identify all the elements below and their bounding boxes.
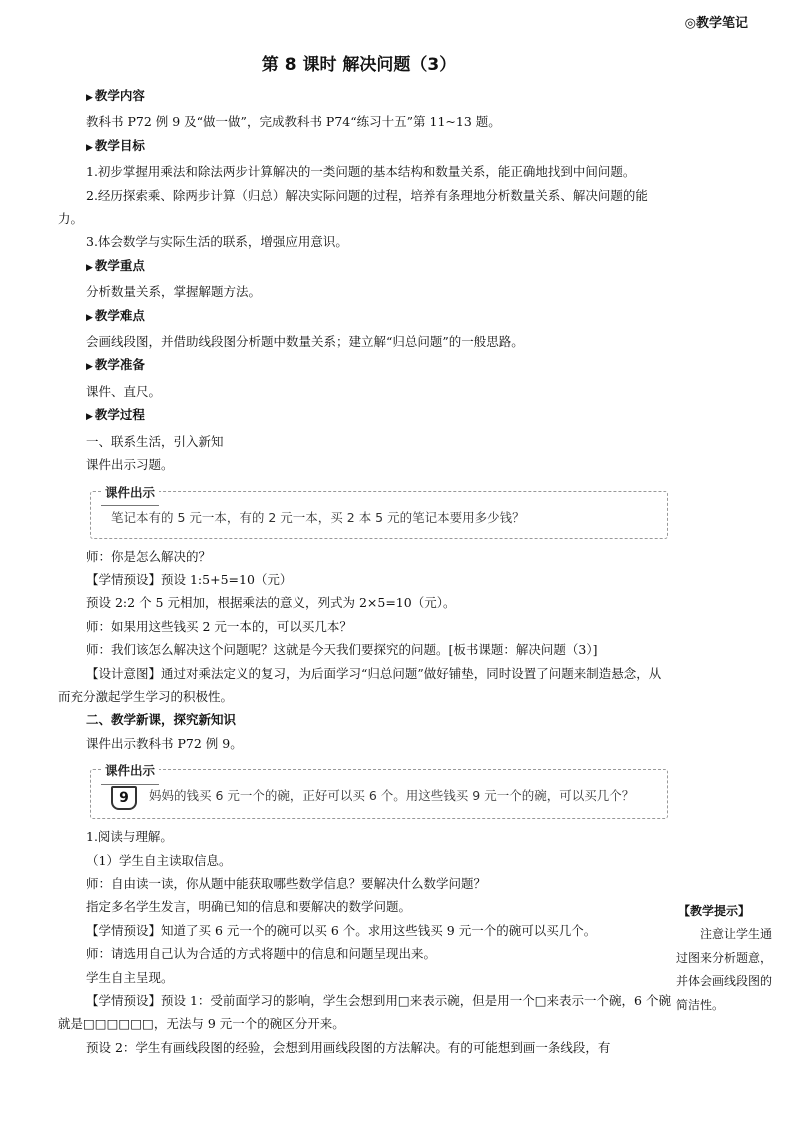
paragraph: 3.体会数学与实际生活的联系，增强应用意识。 bbox=[86, 234, 348, 250]
paragraph: 会画线段图，并借助线段图分析题中数量关系；建立解“归总问题”的一般思路。 bbox=[86, 334, 524, 350]
paragraph: 课件出示习题。 bbox=[86, 457, 174, 473]
section-heading bbox=[58, 134, 672, 160]
page-title: 第 8 课时 解决问题（3） bbox=[261, 55, 457, 75]
paragraph: 师：如果用这些钱买 2 元一本的，可以买几本？ bbox=[86, 618, 352, 634]
section-heading-text: 教学内容 bbox=[94, 88, 145, 103]
paragraph: 教科书 P72 例 9 及“做一做”，完成教科书 P74“练习十五”第 11~13 题。 bbox=[86, 114, 501, 130]
lesson-content bbox=[58, 84, 672, 1059]
section-heading bbox=[58, 304, 672, 330]
paragraph: 一、联系生活，引入新知 bbox=[86, 433, 224, 449]
paragraph: （1）学生自主读取信息。 bbox=[86, 852, 232, 868]
section-heading-text: 教学过程 bbox=[94, 407, 145, 423]
paragraph: 1.阅读与理解。 bbox=[86, 829, 173, 845]
paragraph: 预设 2：学生有画线段图的经验，会想到用画线段图的方法解决。有的可能想到画一条线段，有 bbox=[86, 1039, 611, 1055]
section-heading-text: 教学目标 bbox=[94, 137, 145, 153]
section-heading bbox=[58, 254, 672, 280]
triangle-icon: ▶ bbox=[86, 93, 93, 103]
paragraph: 师：你是怎么解决的？ bbox=[86, 548, 212, 564]
triangle-icon: ▶ bbox=[86, 262, 93, 273]
paragraph: 分析数量关系，掌握解题方法。 bbox=[86, 284, 262, 300]
courseware-text: 笔记本有的 5 元一本，有的 2 元一本，买 2 本 5 元的笔记本要用多少钱？ bbox=[111, 509, 525, 525]
paragraph: 【设计意图】通过对乘法定义的复习，为后面学习“归总问题”做好铺垫，同时设置了问题来制造悬念，从而充分激起学生学习的积极性。 bbox=[58, 665, 662, 704]
triangle-icon: ▶ bbox=[86, 362, 93, 373]
triangle-icon: ▶ bbox=[86, 142, 93, 153]
paragraph: 学生自主呈现。 bbox=[86, 969, 174, 985]
courseware-text: 妈妈的钱买 6 元一个的碗，正好可以买 6 个。用这些钱买 9 元一个的碗，可以买几个？ bbox=[149, 788, 635, 804]
courseware-box bbox=[90, 484, 668, 539]
section-heading-text: 教学难点 bbox=[94, 307, 145, 323]
paragraph: 课件出示教科书 P72 例 9。 bbox=[86, 735, 243, 751]
triangle-icon: ▶ bbox=[86, 412, 93, 423]
teaching-tip bbox=[676, 900, 776, 1017]
courseware-box bbox=[90, 763, 668, 819]
section-heading-text: 教学重点 bbox=[94, 257, 145, 273]
part-heading: 二、教学新课，探究新知识 bbox=[86, 712, 237, 728]
courseware-label: 课件出示 bbox=[101, 759, 159, 782]
paragraph: 师：我们该怎么解决这个问题呢？这就是今天我们要探究的问题。[板书课题：解决问题（3）] bbox=[86, 642, 598, 658]
section-heading bbox=[58, 84, 672, 110]
paragraph: 师：请选用自己认为合适的方式将题中的信息和问题呈现出来。 bbox=[86, 946, 437, 962]
paragraph: 【学情预设】预设 1：受前面学习的影响，学生会想到用□来表示碗，但是用一个□来表示一个碗，6 个碗就是□□□□□□，无法与 9 元一个的碗区分开来。 bbox=[58, 993, 671, 1032]
paragraph: 2.经历探索乘、除两步计算（归总）解决实际问题的过程，培养有条理地分析数量关系、解决问题的能力。 bbox=[58, 187, 648, 227]
paragraph: 课件、直尺。 bbox=[86, 383, 162, 399]
paragraph: 预设 2:2 个 5 元相加，根据乘法的意义，列式为 2×5=10（元）。 bbox=[86, 595, 456, 611]
paragraph: 师：自由读一读，你从题中能获取哪些数学信息？要解决什么数学问题？ bbox=[86, 875, 487, 891]
triangle-icon: ▶ bbox=[86, 312, 93, 323]
section-heading bbox=[58, 403, 672, 429]
section-heading bbox=[58, 353, 672, 379]
teaching-tip-title: 【教学提示】 bbox=[678, 904, 751, 918]
corner-mark: ◎教学笔记 bbox=[684, 16, 748, 31]
paragraph: 【学情预设】预设 1:5+5=10（元） bbox=[86, 571, 293, 587]
example-number-icon: 9 bbox=[111, 786, 137, 810]
paragraph: 1.初步掌握用乘法和除法两步计算解决的一类问题的基本结构和数量关系，能正确地找到中间问题。 bbox=[86, 164, 636, 180]
courseware-label: 课件出示 bbox=[101, 481, 159, 504]
paragraph: 【学情预设】知道了买 6 元一个的碗可以买 6 个。求用这些钱买 9 元一个的碗可以买几个。 bbox=[86, 922, 597, 938]
section-heading-text: 教学准备 bbox=[94, 357, 145, 373]
teaching-tip-body: 注意让学生通过图来分析题意，并体会画线段图的简洁性。 bbox=[676, 927, 773, 1012]
paragraph: 指定多名学生发言，明确已知的信息和要解决的数学问题。 bbox=[86, 899, 412, 915]
